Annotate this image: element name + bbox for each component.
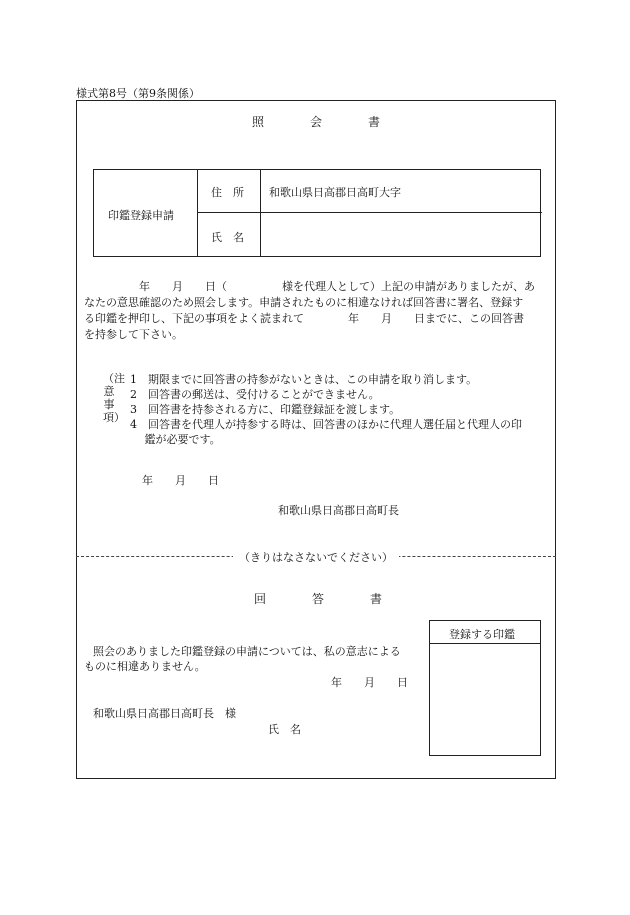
note-item: 2 回答書の郵送は、受付けることができません。 — [130, 388, 380, 401]
reply-addressee: 和歌山県日高郡日高町長 様 — [93, 707, 236, 720]
applicant-label: 印鑑登録申請 — [108, 209, 174, 222]
name-label: 氏 名 — [211, 231, 244, 244]
applicant-table — [93, 169, 541, 257]
note-item: 1 期限までに回答書の持参がないときは、この申請を取り消します。 — [130, 373, 478, 386]
address-label: 住 所 — [211, 186, 244, 199]
inquiry-title-char: 会 — [310, 115, 323, 129]
address-value: 和歌山県日高郡日高町大字 — [269, 186, 401, 199]
note-item: 4 回答書を代理人が持参する時は、回答書のほかに代理人選任届と代理人の印 — [130, 418, 522, 431]
reply-title-char: 答 — [312, 592, 325, 606]
inquiry-title-char: 照 — [252, 115, 265, 129]
seal-box — [429, 620, 541, 756]
inquiry-date-line: 年 月 日 — [142, 474, 219, 487]
inquiry-body-line: を持参して下さい。 — [84, 328, 183, 341]
reply-name-label: 氏 名 — [268, 723, 301, 736]
inquiry-title-char: 書 — [368, 115, 381, 129]
reply-title — [254, 590, 382, 607]
form-number-label: 様式第8号（第9条関係） — [76, 87, 200, 100]
inquiry-body-line: る印鑑を押印し、下記の事項をよく読まれて 年 月 日までに、この回答書 — [84, 312, 524, 325]
issuer-name: 和歌山県日高郡日高町長 — [278, 504, 399, 517]
reply-body-line: 照会のありました印鑑登録の申請については、私の意志による — [93, 645, 401, 658]
reply-body-line: ものに相違ありません。 — [84, 660, 206, 673]
reply-date-line: 年 月 日 — [331, 676, 408, 689]
inquiry-body-line: なたの意思確認のため照会します。申請されたものに相違なければ回答書に署名、登録す — [84, 296, 524, 309]
inquiry-title — [252, 113, 380, 130]
seal-label: 登録する印鑑 — [449, 628, 515, 641]
note-item: 鑑が必要です。 — [130, 433, 221, 446]
reply-title-char: 書 — [370, 592, 383, 606]
inquiry-body-line: 年 月 日（ 様を代理人として）上記の申請がありましたが、あ — [84, 280, 535, 293]
notes-label: （注意事項） — [103, 372, 125, 424]
note-item: 3 回答書を持参される方に、印鑑登録証を渡します。 — [130, 403, 401, 416]
cut-line-text: （きりはなさないでください） — [233, 549, 399, 565]
reply-title-char: 回 — [254, 592, 267, 606]
